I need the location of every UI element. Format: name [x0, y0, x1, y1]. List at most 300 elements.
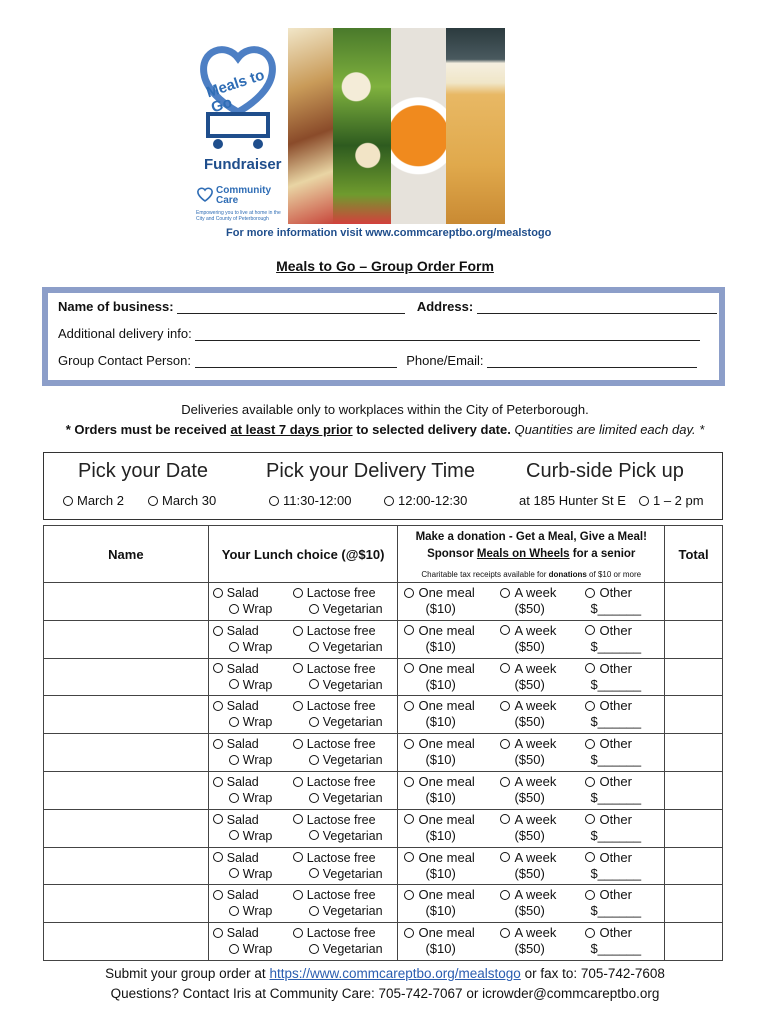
salad-label: Salad	[226, 812, 259, 827]
name-cell[interactable]	[44, 771, 209, 809]
radio-icon[interactable]	[500, 625, 510, 635]
radio-icon[interactable]	[500, 588, 510, 598]
one-meal-price: ($10)	[425, 941, 456, 957]
radio-icon[interactable]	[309, 642, 319, 652]
wrap-option[interactable]	[229, 602, 273, 617]
pickup-heading: Curb-side Pick up	[526, 460, 684, 482]
radio-icon[interactable]	[309, 906, 319, 916]
radio-icon[interactable]	[309, 755, 319, 765]
other-amount-field[interactable]: $______	[590, 752, 642, 768]
one-meal-label: One meal	[418, 622, 475, 638]
radio-icon[interactable]	[213, 777, 223, 787]
org-tagline: Empowering you to live at home in the City and County of Peterborough	[196, 210, 281, 222]
vegetarian-option[interactable]	[309, 640, 383, 655]
contact-field[interactable]	[195, 354, 397, 368]
other-label: Other	[599, 849, 632, 865]
additional-label: Additional delivery info:	[58, 326, 192, 341]
week-option[interactable]	[500, 774, 556, 789]
vegetarian-option[interactable]	[309, 867, 383, 882]
food-photos	[288, 28, 505, 224]
date-option-1[interactable]	[63, 493, 124, 508]
wrap-label: Wrap	[242, 828, 273, 843]
lactose-label: Lactose free	[306, 623, 376, 638]
week-label: A week	[514, 585, 557, 600]
radio-icon[interactable]	[404, 701, 414, 711]
lactose-label: Lactose free	[306, 737, 376, 752]
salad-option[interactable]	[213, 586, 259, 601]
wrap-option[interactable]	[229, 829, 273, 844]
name-cell[interactable]	[44, 923, 209, 961]
vegetarian-option[interactable]	[309, 678, 383, 693]
col-lunch-header: Your Lunch choice (@$10)	[208, 526, 398, 583]
logo-title: Meals to Go	[204, 66, 267, 117]
one-meal-price: ($10)	[425, 752, 456, 768]
salad-label: Salad	[226, 737, 259, 752]
one-meal-option[interactable]	[404, 850, 474, 865]
radio-icon[interactable]	[213, 701, 223, 711]
radio-icon[interactable]	[404, 777, 414, 787]
lunch-choice-cell	[208, 696, 398, 734]
wrap-label: Wrap	[242, 904, 273, 919]
other-amount-field[interactable]: $______	[590, 789, 642, 805]
name-cell[interactable]	[44, 847, 209, 885]
donation-cell	[398, 696, 665, 734]
other-amount-field[interactable]: $______	[590, 638, 642, 654]
radio-icon[interactable]	[585, 663, 595, 673]
name-cell[interactable]	[44, 734, 209, 772]
salad-photo	[333, 28, 391, 224]
one-meal-option[interactable]	[404, 585, 474, 600]
wrap-option[interactable]	[229, 867, 273, 882]
salad-option[interactable]	[213, 662, 259, 677]
other-option[interactable]	[585, 774, 632, 789]
wrap-option[interactable]	[229, 904, 273, 919]
radio-icon[interactable]	[213, 663, 223, 673]
radio-icon[interactable]	[213, 814, 223, 824]
tax-a: Charitable tax receipts available for	[421, 570, 547, 579]
lactose-free-option[interactable]	[293, 699, 376, 714]
donation-cell	[398, 734, 665, 772]
radio-icon[interactable]	[213, 890, 223, 900]
table-row	[44, 885, 723, 923]
fax-text: or fax to: 705-742-7608	[524, 966, 665, 981]
week-price: ($50)	[514, 941, 545, 957]
other-option[interactable]	[585, 887, 632, 902]
veg-label: Vegetarian	[322, 942, 383, 957]
week-option[interactable]	[500, 661, 556, 676]
community-care-logo	[196, 186, 288, 222]
business-field[interactable]	[177, 300, 405, 314]
one-meal-option[interactable]	[404, 661, 474, 676]
week-option[interactable]	[500, 850, 556, 865]
veg-label: Vegetarian	[322, 866, 383, 881]
form-title: Meals to Go – Group Order Form	[276, 258, 494, 274]
date-option-2[interactable]	[148, 493, 216, 508]
one-meal-label: One meal	[418, 736, 475, 752]
lactose-free-option[interactable]	[293, 586, 376, 601]
veg-label: Vegetarian	[322, 677, 383, 692]
week-label: A week	[514, 773, 557, 789]
radio-icon[interactable]	[309, 793, 319, 803]
radio-icon[interactable]	[213, 739, 223, 749]
lactose-free-option[interactable]	[293, 624, 376, 639]
address-field[interactable]	[477, 300, 717, 314]
other-label: Other	[599, 887, 632, 903]
radio-icon[interactable]	[229, 906, 239, 916]
vegetarian-option[interactable]	[309, 904, 383, 919]
lactose-label: Lactose free	[306, 888, 376, 903]
week-option[interactable]	[500, 925, 556, 940]
time-option-label: 11:30-12:00	[283, 493, 352, 508]
other-amount-field[interactable]: $______	[590, 601, 642, 616]
submit-text: Submit your group order at	[105, 966, 266, 981]
radio-icon[interactable]	[229, 793, 239, 803]
week-option[interactable]	[500, 887, 556, 902]
week-option[interactable]	[500, 698, 556, 713]
radio-icon[interactable]	[500, 701, 510, 711]
table-row	[44, 734, 723, 772]
other-option[interactable]	[585, 925, 632, 940]
week-label: A week	[514, 622, 557, 638]
radio-icon[interactable]	[293, 852, 303, 862]
one-meal-option[interactable]	[404, 925, 474, 940]
other-label: Other	[599, 811, 632, 827]
lactose-label: Lactose free	[306, 699, 376, 714]
radio-icon[interactable]	[293, 739, 303, 749]
lactose-free-option[interactable]	[293, 926, 376, 941]
meals-to-go-logo	[190, 28, 288, 228]
table-row	[44, 771, 723, 809]
week-option[interactable]	[500, 623, 556, 638]
wrap-option[interactable]	[229, 715, 273, 730]
donation-cell	[398, 658, 665, 696]
time-option-1[interactable]	[269, 493, 351, 508]
week-price: ($50)	[514, 903, 545, 919]
name-cell[interactable]	[44, 620, 209, 658]
other-option[interactable]	[585, 698, 632, 713]
week-price: ($50)	[514, 676, 545, 692]
radio-icon[interactable]	[229, 717, 239, 727]
radio-icon[interactable]	[293, 890, 303, 900]
lactose-free-option[interactable]	[293, 662, 376, 677]
banner-info-link[interactable]: For more information visit www.commcareptbo.org/mealstogo	[226, 227, 552, 239]
lunch-choice-cell	[208, 771, 398, 809]
radio-icon[interactable]	[404, 890, 414, 900]
salad-option[interactable]	[213, 926, 259, 941]
radio-icon[interactable]	[585, 739, 595, 749]
other-option[interactable]	[585, 736, 632, 751]
one-meal-option[interactable]	[404, 812, 474, 827]
other-amount-field[interactable]: $______	[590, 827, 642, 843]
lunch-choice-cell	[208, 885, 398, 923]
radio-icon[interactable]	[229, 755, 239, 765]
radio-icon[interactable]	[293, 663, 303, 673]
radio-icon[interactable]	[585, 890, 595, 900]
pickup-time-label: 1 – 2 pm	[653, 493, 704, 508]
lunch-choice-cell	[208, 620, 398, 658]
salad-label: Salad	[226, 661, 259, 676]
name-cell[interactable]	[44, 696, 209, 734]
other-amount-field[interactable]: $______	[590, 865, 642, 881]
one-meal-option[interactable]	[404, 623, 474, 638]
total-cell[interactable]	[665, 583, 723, 621]
radio-icon[interactable]	[309, 868, 319, 878]
phone-label: Phone/Email:	[406, 353, 484, 368]
other-label: Other	[599, 585, 632, 600]
lactose-label: Lactose free	[306, 812, 376, 827]
one-meal-option[interactable]	[404, 887, 474, 902]
week-option[interactable]	[500, 812, 556, 827]
business-label: Name of business:	[58, 299, 174, 314]
radio-icon[interactable]	[585, 701, 595, 711]
week-price: ($50)	[514, 638, 545, 654]
name-cell[interactable]	[44, 809, 209, 847]
pickup-option[interactable]	[639, 493, 704, 508]
radio-icon[interactable]	[293, 701, 303, 711]
radio-icon[interactable]	[213, 588, 223, 598]
salad-option[interactable]	[213, 624, 259, 639]
lactose-free-option[interactable]	[293, 775, 376, 790]
week-option[interactable]	[500, 736, 556, 751]
donation-cell	[398, 923, 665, 961]
other-amount-field[interactable]: $______	[590, 676, 642, 692]
one-meal-price: ($10)	[425, 601, 456, 616]
week-price: ($50)	[514, 714, 545, 730]
salad-option[interactable]	[213, 813, 259, 828]
veg-label: Vegetarian	[322, 904, 383, 919]
radio-icon[interactable]	[229, 642, 239, 652]
donation-cell	[398, 771, 665, 809]
submit-line	[0, 966, 770, 981]
date-heading: Pick your Date	[78, 460, 209, 482]
header-banner	[190, 28, 580, 246]
name-cell[interactable]	[44, 583, 209, 621]
one-meal-label: One meal	[418, 698, 475, 714]
salad-option[interactable]	[213, 737, 259, 752]
week-label: A week	[514, 698, 557, 714]
wrap-label: Wrap	[242, 866, 273, 881]
radio-icon[interactable]	[309, 830, 319, 840]
radio-icon[interactable]	[309, 717, 319, 727]
other-option[interactable]	[585, 812, 632, 827]
week-label: A week	[514, 925, 557, 941]
lactose-label: Lactose free	[306, 774, 376, 789]
time-option-2[interactable]	[384, 493, 467, 508]
vegetarian-option[interactable]	[309, 602, 383, 617]
radio-icon[interactable]	[384, 496, 394, 506]
wrap-option[interactable]	[229, 640, 273, 655]
radio-icon[interactable]	[213, 852, 223, 862]
deadline-underlined: at least 7 days prior	[230, 422, 353, 437]
week-label: A week	[514, 736, 557, 752]
donation-sub-a: Sponsor	[427, 548, 474, 560]
quantity-note: Quantities are limited each day. *	[514, 422, 705, 437]
radio-icon[interactable]	[229, 604, 239, 614]
salad-option[interactable]	[213, 851, 259, 866]
veg-label: Vegetarian	[322, 639, 383, 654]
name-cell[interactable]	[44, 885, 209, 923]
radio-icon[interactable]	[213, 928, 223, 938]
salad-label: Salad	[226, 623, 259, 638]
radio-icon[interactable]	[585, 852, 595, 862]
wrap-option[interactable]	[229, 791, 273, 806]
community-care-icon	[196, 186, 214, 204]
radio-icon[interactable]	[404, 588, 414, 598]
other-option[interactable]	[585, 661, 632, 676]
radio-icon[interactable]	[293, 626, 303, 636]
radio-icon[interactable]	[500, 663, 510, 673]
total-cell[interactable]	[665, 658, 723, 696]
donation-sub-link: Meals on Wheels	[476, 548, 570, 560]
col-name-header: Name	[44, 526, 209, 583]
radio-icon[interactable]	[500, 928, 510, 938]
phone-field[interactable]	[487, 354, 697, 368]
org-name: Community Care	[216, 185, 271, 206]
salad-option[interactable]	[213, 888, 259, 903]
table-row	[44, 696, 723, 734]
radio-icon[interactable]	[213, 626, 223, 636]
pickup-location: at 185 Hunter St E	[519, 493, 626, 508]
one-meal-label: One meal	[418, 887, 475, 903]
wrap-option[interactable]	[229, 753, 273, 768]
radio-icon[interactable]	[585, 814, 595, 824]
other-label: Other	[599, 698, 632, 714]
wrap-option[interactable]	[229, 678, 273, 693]
lactose-label: Lactose free	[306, 926, 376, 941]
radio-icon[interactable]	[585, 625, 595, 635]
vegetarian-option[interactable]	[309, 715, 383, 730]
one-meal-price: ($10)	[425, 638, 456, 654]
donation-cell	[398, 583, 665, 621]
radio-icon[interactable]	[293, 928, 303, 938]
soup-photo	[391, 28, 446, 224]
total-cell[interactable]	[665, 885, 723, 923]
radio-icon[interactable]	[293, 588, 303, 598]
lactose-free-option[interactable]	[293, 737, 376, 752]
radio-icon[interactable]	[229, 830, 239, 840]
lunch-choice-cell	[208, 847, 398, 885]
week-price: ($50)	[514, 827, 545, 843]
col-donation-header	[398, 526, 665, 583]
radio-icon[interactable]	[404, 928, 414, 938]
salad-option[interactable]	[213, 775, 259, 790]
other-amount-field[interactable]: $______	[590, 714, 642, 730]
radio-icon[interactable]	[404, 739, 414, 749]
radio-icon[interactable]	[639, 496, 649, 506]
vegetarian-option[interactable]	[309, 791, 383, 806]
lactose-free-option[interactable]	[293, 851, 376, 866]
business-row	[58, 299, 717, 314]
one-meal-label: One meal	[418, 585, 475, 600]
radio-icon[interactable]	[500, 739, 510, 749]
radio-icon[interactable]	[229, 679, 239, 689]
salad-label: Salad	[226, 926, 259, 941]
radio-icon[interactable]	[309, 944, 319, 954]
lactose-free-option[interactable]	[293, 888, 376, 903]
lactose-free-option[interactable]	[293, 813, 376, 828]
tax-b: donations	[548, 570, 587, 579]
radio-icon[interactable]	[585, 588, 595, 598]
one-meal-price: ($10)	[425, 789, 456, 805]
total-cell[interactable]	[665, 771, 723, 809]
week-option[interactable]	[500, 585, 556, 600]
other-amount-field[interactable]: $______	[590, 903, 642, 919]
salad-label: Salad	[226, 774, 259, 789]
donation-cell	[398, 847, 665, 885]
week-label: A week	[514, 887, 557, 903]
other-option[interactable]	[585, 585, 632, 600]
radio-icon[interactable]	[229, 868, 239, 878]
week-label: A week	[514, 660, 557, 676]
radio-icon[interactable]	[293, 814, 303, 824]
one-meal-option[interactable]	[404, 736, 474, 751]
radio-icon[interactable]	[404, 663, 414, 673]
one-meal-label: One meal	[418, 811, 475, 827]
total-cell[interactable]	[665, 620, 723, 658]
other-amount-field[interactable]: $______	[590, 941, 642, 957]
radio-icon[interactable]	[500, 814, 510, 824]
other-label: Other	[599, 736, 632, 752]
salad-option[interactable]	[213, 699, 259, 714]
submit-link[interactable]: https://www.commcareptbo.org/mealstogo	[269, 966, 521, 981]
contact-label: Group Contact Person:	[58, 353, 191, 368]
one-meal-price: ($10)	[425, 827, 456, 843]
vegetarian-option[interactable]	[309, 942, 383, 957]
radio-icon[interactable]	[293, 777, 303, 787]
total-cell[interactable]	[665, 809, 723, 847]
radio-icon[interactable]	[309, 679, 319, 689]
total-cell[interactable]	[665, 696, 723, 734]
radio-icon[interactable]	[500, 890, 510, 900]
radio-icon[interactable]	[500, 777, 510, 787]
radio-icon[interactable]	[500, 852, 510, 862]
total-cell[interactable]	[665, 923, 723, 961]
name-cell[interactable]	[44, 658, 209, 696]
radio-icon[interactable]	[404, 625, 414, 635]
one-meal-option[interactable]	[404, 698, 474, 713]
radio-icon[interactable]	[404, 814, 414, 824]
vegetarian-option[interactable]	[309, 753, 383, 768]
delivery-note: Deliveries available only to workplaces within the City of Peterborough.	[181, 402, 589, 417]
wrap-label: Wrap	[242, 677, 273, 692]
radio-icon[interactable]	[309, 604, 319, 614]
wrap-option[interactable]	[229, 942, 273, 957]
radio-icon[interactable]	[404, 852, 414, 862]
radio-icon[interactable]	[229, 944, 239, 954]
vegetarian-option[interactable]	[309, 829, 383, 844]
one-meal-option[interactable]	[404, 774, 474, 789]
veg-label: Vegetarian	[322, 790, 383, 805]
radio-icon[interactable]	[585, 777, 595, 787]
donation-subtitle	[400, 546, 662, 563]
other-option[interactable]	[585, 850, 632, 865]
cake-photo	[446, 28, 505, 224]
radio-icon[interactable]	[148, 496, 158, 506]
other-label: Other	[599, 660, 632, 676]
radio-icon[interactable]	[585, 928, 595, 938]
total-cell[interactable]	[665, 847, 723, 885]
additional-field[interactable]	[195, 327, 700, 341]
veg-label: Vegetarian	[322, 602, 383, 616]
radio-icon[interactable]	[63, 496, 73, 506]
total-cell[interactable]	[665, 734, 723, 772]
contact-row	[58, 353, 697, 368]
table-row	[44, 583, 723, 621]
donation-cell	[398, 809, 665, 847]
other-option[interactable]	[585, 623, 632, 638]
radio-icon[interactable]	[269, 496, 279, 506]
salad-label: Salad	[226, 850, 259, 865]
